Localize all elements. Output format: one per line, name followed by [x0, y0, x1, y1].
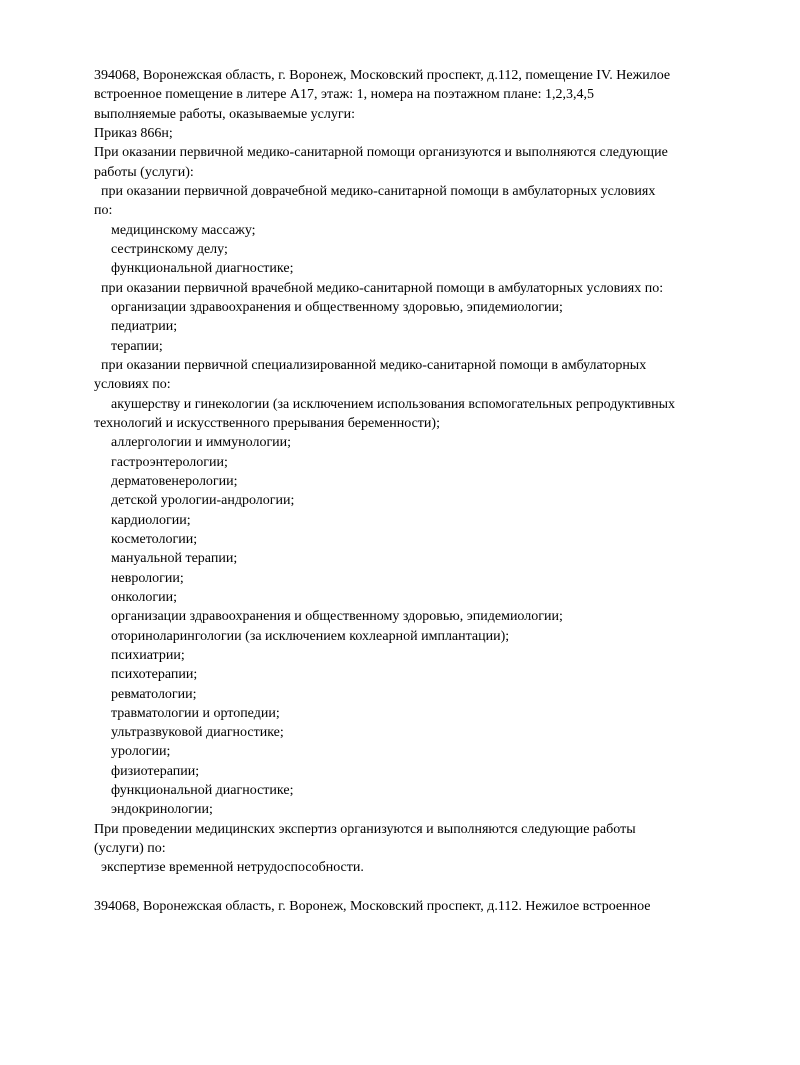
license-text-block: [94, 66, 784, 916]
text-line: сестринскому делу;: [111, 241, 228, 257]
text-line: функциональной диагностике;: [111, 261, 294, 277]
text-line: психотерапии;: [111, 667, 198, 683]
text-line: травматологии и ортопедии;: [111, 705, 280, 721]
text-line: терапии;: [111, 338, 163, 354]
text-line: выполняемые работы, оказываемые услуги:: [94, 106, 356, 122]
text-line: кардиологии;: [111, 512, 191, 528]
text-line: косметологии;: [111, 531, 198, 547]
text-line: При оказании первичной медико-санитарной помощи организуются и выполняются следующие: [94, 145, 668, 161]
text-line: Приказ 866н;: [94, 125, 173, 141]
text-line: психиатрии;: [111, 647, 185, 663]
text-line: технологий и искусственного прерывания беременности);: [94, 415, 440, 431]
text-line: при оказании первичной доврачебной медико-санитарной помощи в амбулаторных условиях: [101, 183, 656, 199]
text-line: организации здравоохранения и общественному здоровью, эпидемиологии;: [111, 609, 563, 625]
text-line: гастроэнтерологии;: [111, 454, 228, 470]
text-line: ультразвуковой диагностике;: [111, 725, 284, 741]
text-line: дерматовенерологии;: [111, 473, 238, 489]
text-line: онкологии;: [111, 589, 178, 605]
text-line: [94, 878, 784, 897]
text-line: эндокринологии;: [111, 802, 213, 818]
text-line: (услуги) по:: [94, 841, 166, 857]
text-line: оториноларингологии (за исключением кохлеарной имплантации);: [111, 628, 510, 644]
text-line: акушерству и гинекологии (за исключением использования вспомогательных репродуктивных: [111, 396, 676, 412]
text-line: неврологии;: [111, 570, 184, 586]
text-line: экспертизе временной нетрудоспособности.: [101, 860, 364, 876]
text-line: работы (услуги):: [94, 164, 194, 180]
text-line: 394068, Воронежская область, г. Воронеж, Московский проспект, д.112. Нежилое встроенное: [94, 899, 651, 915]
text-line: по:: [94, 203, 113, 219]
text-line: детской урологии-андрологии;: [111, 493, 295, 509]
text-line: организации здравоохранения и общественному здоровью, эпидемиологии;: [111, 299, 563, 315]
text-line: педиатрии;: [111, 319, 178, 335]
text-line: встроенное помещение в литере А17, этаж: 1, номера на поэтажном плане: 1,2,3,4,5: [94, 87, 595, 103]
text-line: При проведении медицинских экспертиз организуются и выполняются следующие работы: [94, 821, 636, 837]
text-line: при оказании первичной специализированной медико-санитарной помощи в амбулаторных: [101, 357, 647, 373]
text-line: 394068, Воронежская область, г. Воронеж, Московский проспект, д.112, помещение IV. Нежилое: [94, 68, 671, 83]
text-line: при оказании первичной врачебной медико-санитарной помощи в амбулаторных условиях по:: [101, 280, 664, 296]
text-line: ревматологии;: [111, 686, 197, 702]
text-line: мануальной терапии;: [111, 551, 238, 567]
text-line: функциональной диагностике;: [111, 783, 294, 799]
text-line: урологии;: [111, 744, 171, 760]
text-line: условиях по:: [94, 377, 171, 393]
text-line: аллергологии и иммунологии;: [111, 435, 292, 451]
text-line: медицинскому массажу;: [111, 222, 256, 238]
text-line: физиотерапии;: [111, 763, 200, 779]
